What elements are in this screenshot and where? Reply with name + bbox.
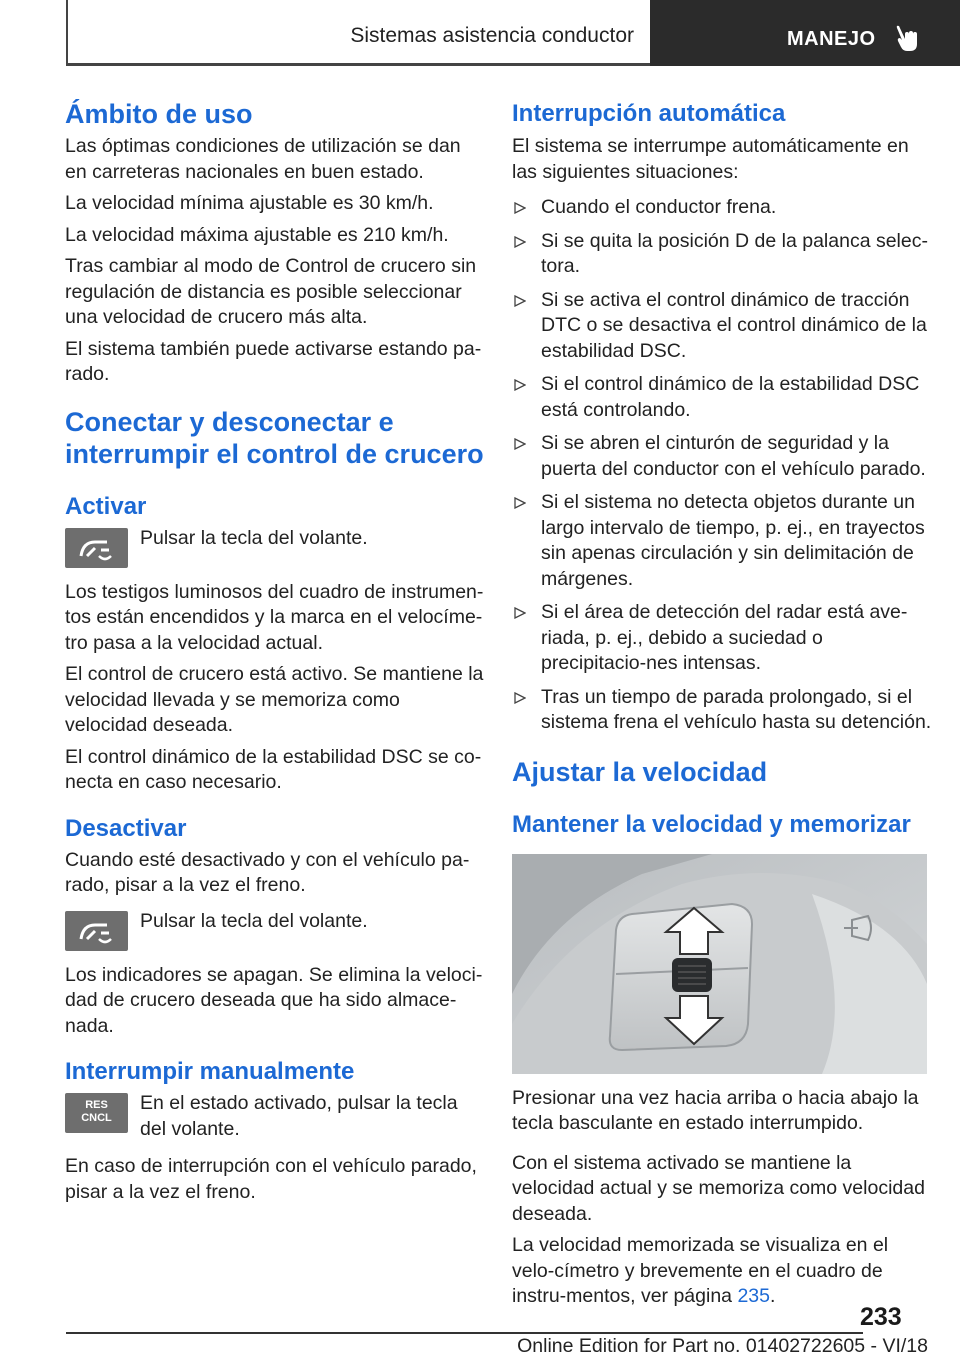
list-item: Si el área de detección del radar está ave-riada, p. ej., debido a suciedad o precipitacio-nes intensas.	[512, 600, 932, 677]
heading-interrupcion-automatica: Interrupción automática	[512, 100, 786, 127]
paragraph: El sistema también puede activarse estando pa-rado.	[65, 337, 482, 385]
cruise-control-icon	[65, 911, 128, 951]
footer-divider	[66, 1332, 863, 1334]
hand-pointer-icon	[893, 22, 923, 54]
key-label-cncl: CNCL	[81, 1112, 112, 1124]
heading-activar: Activar	[65, 492, 147, 520]
list-item: Si el control dinámico de la estabilidad DSC está controlando.	[512, 372, 932, 423]
paragraph: Cuando esté desactivado y con el vehículo pa-rado, pisar a la vez el freno.	[65, 848, 470, 896]
paragraph: Tras cambiar al modo de Control de crucero sin regulación de distancia es posible seleccionar una velocidad de crucero más alta.	[65, 255, 477, 328]
triangle-bullet-icon	[514, 236, 526, 248]
desactivar-instruction	[65, 909, 485, 951]
heading-ambito-de-uso: Ámbito de uso	[65, 99, 253, 129]
steering-wheel-illustration	[512, 854, 927, 1074]
list-item: Si el sistema no detecta objetos durante un largo intervalo de tiempo, p. ej., en trayectos sin apenas circulación y sin delimitación de márgenes.	[512, 490, 932, 592]
right-column	[512, 98, 932, 1310]
triangle-bullet-icon	[514, 379, 526, 391]
footer-edition: Online Edition for Part no. 01402722605 - VI/18	[517, 1335, 928, 1357]
left-column	[65, 98, 485, 1205]
paragraph: Los indicadores se apagan. Se elimina la veloci-dad de crucero deseada que ha sido almace-nada.	[65, 963, 483, 1037]
cruise-control-key	[65, 911, 128, 951]
triangle-bullet-icon	[514, 202, 526, 214]
paragraph: En caso de interrupción con el vehículo parado, pisar a la vez el freno.	[65, 1155, 477, 1203]
paragraph: Las óptimas condiciones de utilización se dan en carreteras nacionales en buen estado.	[65, 135, 461, 183]
bullet-list	[512, 195, 932, 736]
list-item: Cuando el conductor frena.	[512, 195, 932, 221]
list-item: Si se abren el cinturón de seguridad y la puerta del conductor con el vehículo parado.	[512, 431, 932, 482]
paragraph: Con el sistema activado se mantiene la velocidad actual y se memoriza como velocidad deseada.	[512, 1151, 925, 1225]
heading-interrumpir-manualmente: Interrumpir manualmente	[65, 1058, 355, 1085]
header-chapter-tab	[650, 0, 960, 66]
page-header	[0, 0, 960, 66]
heading-mantener-la-velocidad: Mantener la velocidad y memorizar	[512, 810, 911, 838]
paragraph: Los testigos luminosos del cuadro de instrumen-tos están encendidos y la marca en el velocíme-tro pasa a la velocidad actual.	[65, 580, 484, 654]
paragraph-with-link: La velocidad memorizada se visualiza en el velo-címetro y brevemente en el cuadro de instru-mentos, ver página 235.	[512, 1234, 889, 1307]
paragraph: Presionar una vez hacia arriba o hacia abajo la tecla basculante en estado interrumpido.	[512, 1086, 919, 1134]
cruise-control-icon	[65, 528, 128, 568]
list-item: Si se activa el control dinámico de tracción DTC o se desactiva el control dinámico de la estabilidad DSC.	[512, 288, 932, 365]
triangle-bullet-icon	[514, 607, 526, 619]
header-section-title: Sistemas asistencia conductor	[350, 24, 634, 47]
res-cncl-key	[65, 1093, 128, 1133]
page-reference-link[interactable]: 235	[737, 1285, 770, 1307]
triangle-bullet-icon	[514, 438, 526, 450]
triangle-bullet-icon	[514, 295, 526, 307]
instruction-text: En el estado activado, pulsar la tecla del volante.	[140, 1092, 458, 1140]
chapter-label: MANEJO	[787, 28, 876, 50]
paragraph: El control dinámico de la estabilidad DSC se co-necta en caso necesario.	[65, 745, 482, 793]
instruction-text: Pulsar la tecla del volante.	[140, 526, 368, 549]
page-number: 233	[860, 1303, 902, 1331]
paragraph: El sistema se interrumpe automáticamente en las siguientes situaciones:	[512, 135, 909, 183]
heading-desactivar: Desactivar	[65, 814, 187, 842]
list-item: Si se quita la posición D de la palanca selec-tora.	[512, 229, 932, 280]
list-item: Tras un tiempo de parada prolongado, si el sistema frena el vehículo hasta su detención.	[512, 685, 932, 736]
instruction-text: Pulsar la tecla del volante.	[140, 909, 368, 932]
paragraph: La velocidad mínima ajustable es 30 km/h.	[65, 192, 434, 214]
steering-wheel-rocker-illustration	[512, 854, 927, 1074]
heading-conectar: Conectar y desconectar e interrumpir el control de crucero	[65, 406, 484, 469]
cruise-control-key	[65, 528, 128, 568]
activar-instruction	[65, 526, 485, 568]
triangle-bullet-icon	[514, 692, 526, 704]
heading-ajustar-la-velocidad: Ajustar la velocidad	[512, 756, 768, 787]
header-underline	[66, 63, 650, 66]
paragraph: La velocidad máxima ajustable es 210 km/h.	[65, 223, 449, 246]
paragraph: El control de crucero está activo. Se mantiene la velocidad llevada y se memoriza como velocidad deseada.	[65, 663, 484, 736]
interrumpir-instruction	[65, 1091, 485, 1142]
key-label-res: RES	[85, 1099, 108, 1111]
triangle-bullet-icon	[514, 497, 526, 509]
